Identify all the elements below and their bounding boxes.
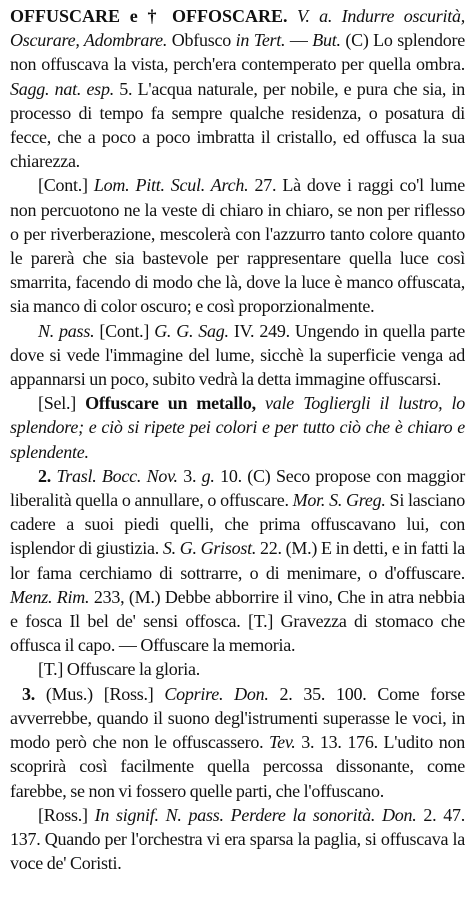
text-span: [Cont.] — [38, 175, 94, 196]
citation: Menz. Rim. — [10, 586, 90, 607]
citation: Trasl. Bocc. Nov. — [51, 465, 178, 486]
text-span: [Sel.] — [38, 393, 86, 414]
citation: G. G. Sag. — [154, 320, 229, 341]
headword: OFFUSCARE e † OFFOSCARE. — [10, 6, 288, 26]
definition-text: V. a. Indurre oscurità, Oscurare, Adombrare. — [10, 6, 465, 51]
text-span: [Cont.] — [94, 320, 155, 341]
citation: In signif. N. pass. Perdere la sonorità. Don. — [94, 804, 417, 825]
citation: Sagg. nat. esp. — [10, 78, 114, 99]
citation: in Tert. — [235, 30, 286, 51]
entry-paragraph-gloria — [10, 657, 465, 681]
text-span: 2. 47. 137. Quando per l'orchestra vi era sparsa la paglia, si offuscava la voce de' Coristi. — [10, 804, 465, 874]
text-span: 3. 13. 176. L'udito non scoprirà così facilmente quella percossa dissonante, come farebbe, se non vi fossero quelle parti, che l'offuscano. — [10, 732, 465, 801]
text-span: 5. L'acqua naturale, per nobile, e pura che sia, in processo di tempo fa sempre qualche residenza, o posatura di fecce, che a poco a poco imbratta il cristallo, ed offusca la sua chiarezza. — [10, 78, 466, 172]
text-span: (C) Lo splendore non offuscava la vista, perch'era contemperato per quella ombra. — [10, 30, 465, 75]
entry-paragraph-cont-lom — [10, 173, 465, 318]
text-span: 3. — [177, 465, 202, 486]
text-span: [Ross.] — [38, 804, 95, 825]
citation: Lom. Pitt. Scul. Arch. — [93, 175, 249, 196]
text-span: 22. (M.) E in detti, e in fatti la lor fama cerchiamo di sottrarre, o di menimare, o d'offuscare. — [10, 538, 466, 583]
text-span: Si lasciano cadere a suoi piedi quelli, che prima offuscavano lui, con isplendor di giustizia. — [10, 490, 465, 559]
citation: But. — [312, 30, 341, 51]
definition-text: vale Togliergli il lustro, lo splendore; e ciò si ripete pei colori e per tutto ciò che è chiaro e splendente. — [10, 393, 465, 462]
text-span: — — [285, 30, 313, 51]
entry-paragraph-npass — [10, 319, 465, 392]
text-span: Obfusco — [167, 30, 236, 51]
entry-paragraph-main — [10, 4, 465, 173]
sense-number: 2. — [38, 465, 51, 486]
entry-paragraph-sel — [10, 391, 465, 464]
citation: Coprire. Don. — [164, 683, 269, 704]
text-span: 2. 35. 100. Come forse avverrebbe, quando il suono degl'istrumenti superasse le voci, in modo però che non le offuscassero. — [10, 683, 465, 753]
citation: Tev. — [269, 732, 296, 753]
citation: S. G. Grisost. — [162, 538, 257, 559]
entry-paragraph-ross — [10, 803, 465, 876]
citation: Mor. S. Greg. — [292, 490, 386, 511]
sense-number: 3. — [22, 683, 35, 704]
text-span: [T.] Offuscare la gloria. — [38, 659, 201, 680]
text-span: 10. (C) Seco propose con maggior liberalità quella o annullare, o offuscare. — [10, 465, 465, 511]
text-span: (Mus.) [Ross.] — [35, 683, 165, 704]
citation: N. pass. — [38, 320, 95, 341]
text-span: 27. Là dove i raggi co'l lume non percuotono ne la veste di chiaro in chiaro, se non per riflesso o per riverberazione, mescolerà con l'azzurro tanto colore quanto le parerà che sia bastevole per rappresentare quella luce così smarrita, facendo di modo che là, dove la luce è manco offuscata, sia manco di color oscuro; e così proporzionalmente. — [10, 175, 466, 317]
subheadword: Offuscare un metallo, — [85, 393, 256, 414]
text-span: IV. 249. Ungendo in quella parte dove si vede l'immagine del lume, sicchè la superficie venga ad appannarsi un poco, subito vedrà la detta immagine offuscarsi. — [10, 320, 465, 390]
entry-paragraph-sense-2 — [10, 464, 465, 658]
citation: g. — [201, 465, 215, 486]
entry-paragraph-sense-3 — [10, 682, 465, 803]
text-span: 233, (M.) Debbe abborrire il vino, Che in atra nebbia e fosca Il bel de' sensi offosca. [T.] Gravezza di stomaco che offusca il capo. — Offuscare la memoria. — [10, 586, 466, 656]
